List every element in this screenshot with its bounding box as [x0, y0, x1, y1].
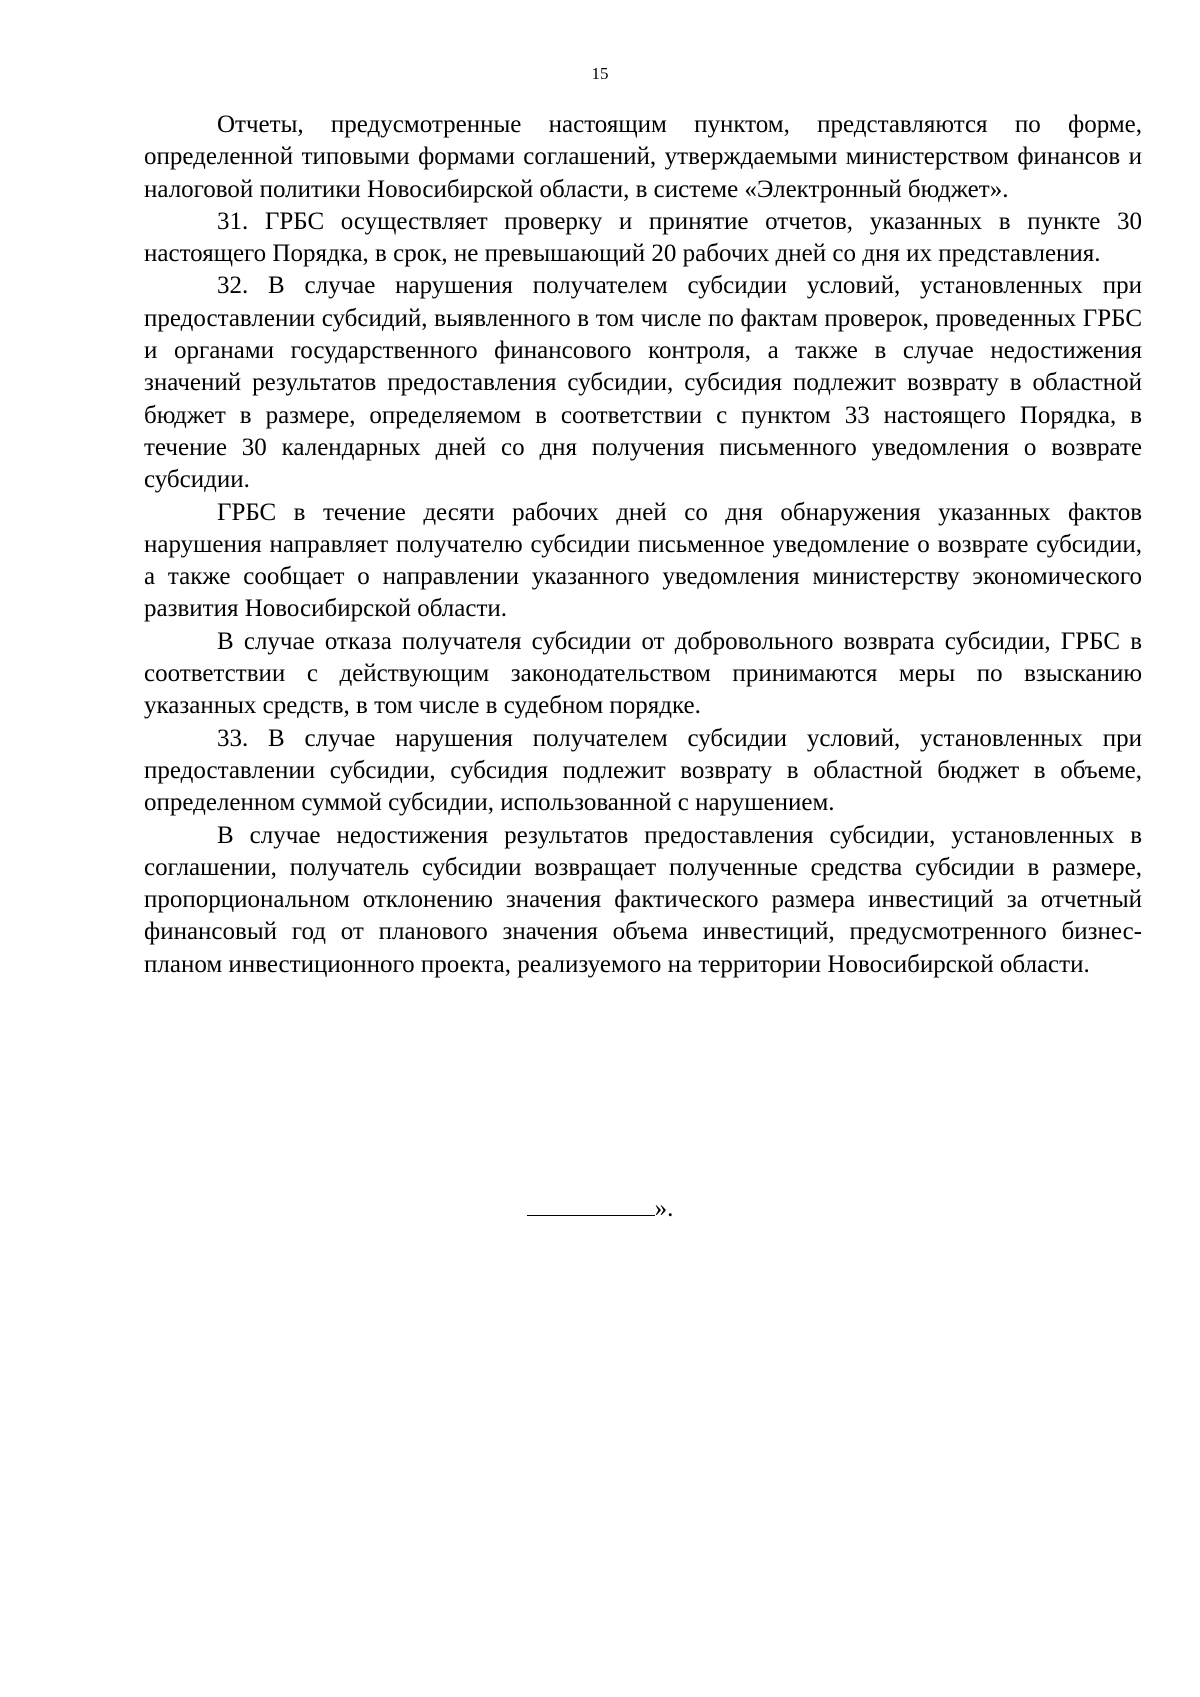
page-number: 15 — [591, 64, 609, 83]
paragraph-reports-form: Отчеты, предусмотренные настоящим пунктом, представляются по форме, определенной типовыми формами соглашений, утверждаемыми министерством финансов и налоговой политики Новосибирской области, в системе «Электронный бюджет». — [144, 111, 1142, 203]
paragraph-grbs-notice: ГРБС в течение десяти рабочих дней со дня обнаружения указанных фактов нарушения направляет получателю субсидии письменное уведомление о возврате субсидии, а также сообщает о направлении указанного уведомления министерству экономического развития Новосибирской области. — [144, 498, 1142, 623]
closing-quote: ». — [654, 1195, 674, 1222]
paragraph-item-31: 31. ГРБС осуществляет проверку и принятие отчетов, указанных в пункте 30 настоящего Порядка, в срок, не превышающий 20 рабочих дней со дня их представления. — [144, 207, 1142, 268]
paragraph-item-32: 32. В случае нарушения получателем субсидии условий, установленных при предоставлении субсидий, выявленного в том числе по фактам проверок, проведенных ГРБС и органами государственного финансового контроля, а также в случае недостижения значений результатов предоставления субсидии, субсидия подлежит возврату в областной бюджет в размере, определяемом в соответствии с пунктом 33 настоящего Порядка, в течение 30 календарных дней со дня получения письменного уведомления о возврате субсидии. — [144, 272, 1142, 494]
paragraph-item-33: 33. В случае нарушения получателем субсидии условий, установленных при предоставлении субсидии, субсидия подлежит возврату в областной бюджет в объеме, определенном суммой субсидии, использованной с нарушением. — [144, 724, 1142, 817]
closing-line — [0, 1191, 1200, 1225]
paragraph-refusal: В случае отказа получателя субсидии от добровольного возврата субсидии, ГРБС в соответствии с действующим законодательством принимаются меры по взысканию указанных средств, в том числе в судебном порядке. — [144, 627, 1142, 720]
document-body — [144, 109, 1142, 981]
closing-rule — [527, 1191, 655, 1216]
paragraph-non-achievement: В случае недостижения результатов предоставления субсидии, установленных в соглашении, получатель субсидии возвращает полученные средства субсидии в размере, пропорциональном отклонению значения фактического размера инвестиций за отчетный финансовый год от планового значения объема инвестиций, предусмотренного бизнес-планом инвестиционного проекта, реализуемого на территории Новосибирской области. — [144, 821, 1142, 978]
